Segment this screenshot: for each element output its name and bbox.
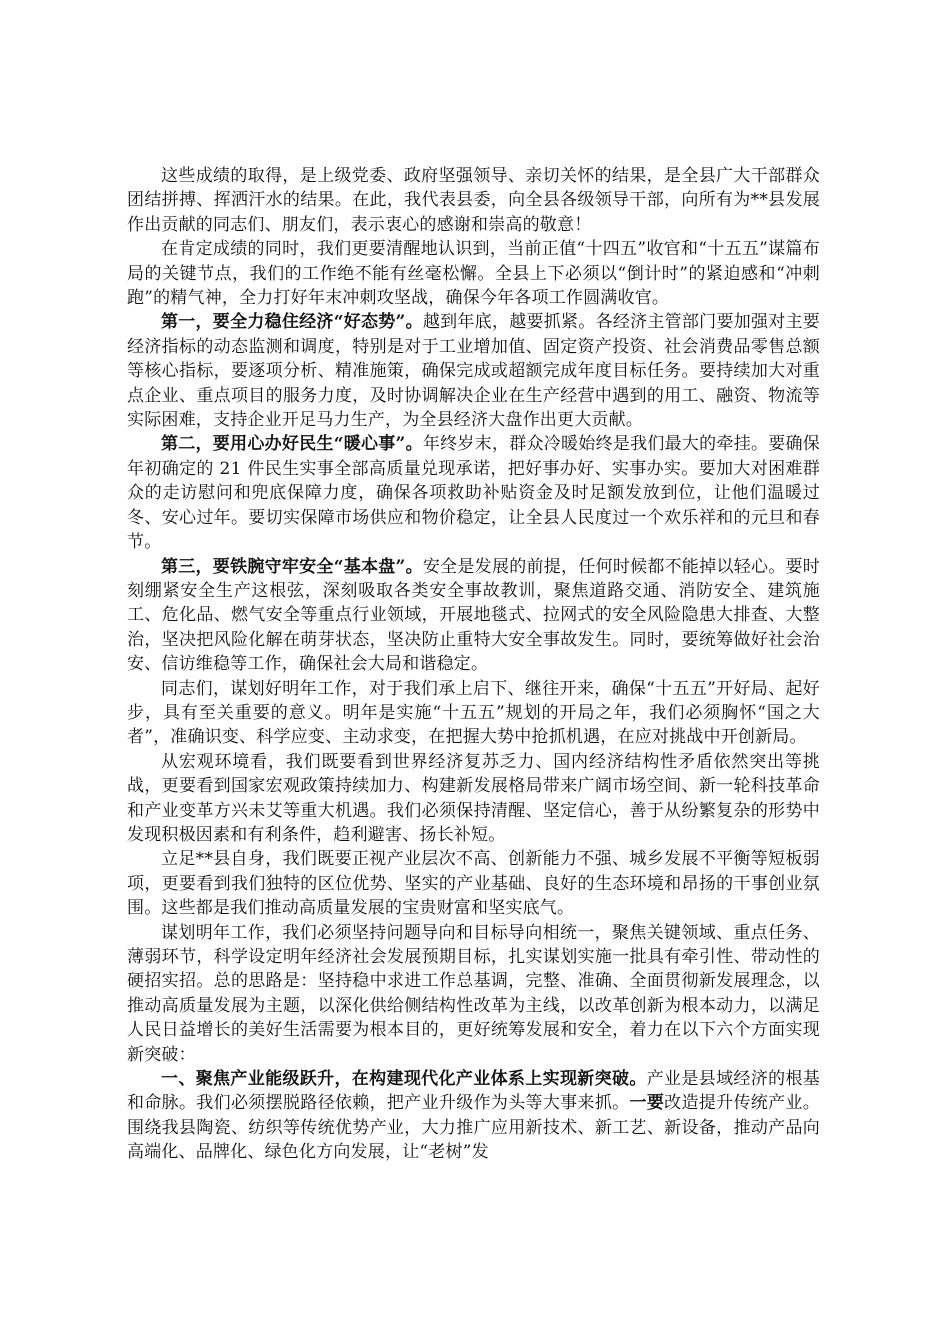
- paragraph-10: [127, 1067, 820, 1165]
- paragraph-text: 产业是县域经济的根基和命脉。我们必须摆脱路径依赖，把产业升级作为头等大事来抓。: [127, 1069, 820, 1114]
- paragraph-text: 年终岁末，群众冷暖始终是我们最大的牵挂。要确保年初确定的 21 件民生实事全部高质量兑现承诺，把好事办好、实事办实。要加大对困难群众的走访慰问和兜底保障力度，确保各项救助补贴资金及时足额发放到位，让他们温暖过冬、安心过年。要切实保障市场供应和物价稳定，让全县人民度过一个欢乐祥和的元旦和春节。: [127, 434, 820, 553]
- paragraph-6: [127, 677, 820, 750]
- paragraph-text: 同志们，谋划好明年工作，对于我们承上启下、继往开来，确保“十五五”开好局、起好步，具有至关重要的意义。明年是实施“十五五”规划的开局之年，我们必须胸怀“国之大者”，准确识变、科学应变、主动求变，在把握大势中抢抓机遇，在应对挑战中开创新局。: [127, 678, 820, 748]
- paragraph-3: [127, 310, 820, 432]
- paragraph-2: [127, 237, 820, 310]
- paragraph-text: 越到年底，越要抓紧。各经济主管部门要加强对主要经济指标的动态监测和调度，特别是对于工业增加值、固定资产投资、社会消费品零售总额等核心指标，要逐项分析、精准施策，确保完成或超额完成年度目标任务。要持续加大对重点企业、重点项目的服务力度，及时协调解决企业在生产经营中遇到的用工、融资、物流等实际困难，支持企业开足马力生产，为全县经济大盘作出更大贡献。: [127, 312, 820, 431]
- paragraph-text: 谋划明年工作，我们必须坚持问题导向和目标导向相统一，聚焦关键领域、重点任务、薄弱环节，科学设定明年经济社会发展预期目标，扎实谋划实施一批具有牵引性、带动性的硬招实招。总的思路是：坚持稳中求进工作总基调，完整、准确、全面贯彻新发展理念，以推动高质量发展为主题，以深化供给侧结构性改革为主线，以改革创新为根本动力，以满足人民日益增长的美好生活需要为根本目的，更好统筹发展和安全，着力在以下六个方面实现新突破：: [127, 922, 820, 1065]
- paragraph-1: [127, 164, 820, 237]
- paragraph-heading: 第一，要全力稳住经济“好态势”。: [161, 312, 423, 333]
- paragraph-text: 在肯定成绩的同时，我们更要清醒地认识到，当前正值“十四五”收官和“十五五”谋篇布局的关键节点，我们的工作绝不能有丝毫松懈。全县上下必须以“倒计时”的紧迫感和“冲刺跑”的精气神，全力打好年末冲刺攻坚战，确保今年各项工作圆满收官。: [127, 239, 820, 309]
- paragraph-heading: 一、聚焦产业能级跃升，在构建现代化产业体系上实现新突破。: [161, 1069, 647, 1090]
- paragraph-5: [127, 555, 820, 677]
- paragraph-9: [127, 921, 820, 1067]
- paragraph-subheading: 一要: [629, 1093, 665, 1114]
- paragraph-8: [127, 847, 820, 920]
- paragraph-text: 这些成绩的取得，是上级党委、政府坚强领导、亲切关怀的结果，是全县广大干部群众团结拼搏、挥洒汗水的结果。在此，我代表县委，向全县各级领导干部，向所有为**县发展作出贡献的同志们、朋友们，表示衷心的感谢和崇高的敬意！: [127, 166, 820, 235]
- paragraph-text: 从宏观环境看，我们既要看到世界经济复苏乏力、国内经济结构性矛盾依然突出等挑战，更要看到国家宏观政策持续加力、构建新发展格局带来广阔市场空间、新一轮科技革命和产业变革方兴未艾等重大机遇。我们必须保持清醒、坚定信心，善于从纷繁复杂的形势中发现积极因素和有利条件，趋利避害、扬长补短。: [127, 751, 820, 845]
- paragraph-heading: 第二，要用心办好民生“暖心事”。: [161, 434, 423, 455]
- document-body: [127, 164, 820, 1165]
- paragraph-text: 改造提升传统产业。围绕我县陶瓷、纺织等传统优势产业，大力推广应用新技术、新工艺、新设备，推动产品向高端化、品牌化、绿色化方向发展，让“老树”发: [127, 1093, 820, 1163]
- paragraph-4: [127, 432, 820, 554]
- paragraph-heading: 第三，要铁腕守牢安全“基本盘”。: [161, 556, 423, 577]
- paragraph-7: [127, 750, 820, 848]
- paragraph-text: 立足**县自身，我们既要正视产业层次不高、创新能力不强、城乡发展不平衡等短板弱项，更要看到我们独特的区位优势、坚实的产业基础、良好的生态环境和昂扬的干事创业氛围。这些都是我们推动高质量发展的宝贵财富和坚实底气。: [127, 849, 820, 919]
- paragraph-text: 安全是发展的前提，任何时候都不能掉以轻心。要时刻绷紧安全生产这根弦，深刻吸取各类安全事故教训，聚焦道路交通、消防安全、建筑施工、危化品、燃气安全等重点行业领域，开展地毯式、拉网式的安全风险隐患大排查、大整治，坚决把风险化解在萌芽状态，坚决防止重特大安全事故发生。同时，要统筹做好社会治安、信访维稳等工作，确保社会大局和谐稳定。: [127, 556, 820, 675]
